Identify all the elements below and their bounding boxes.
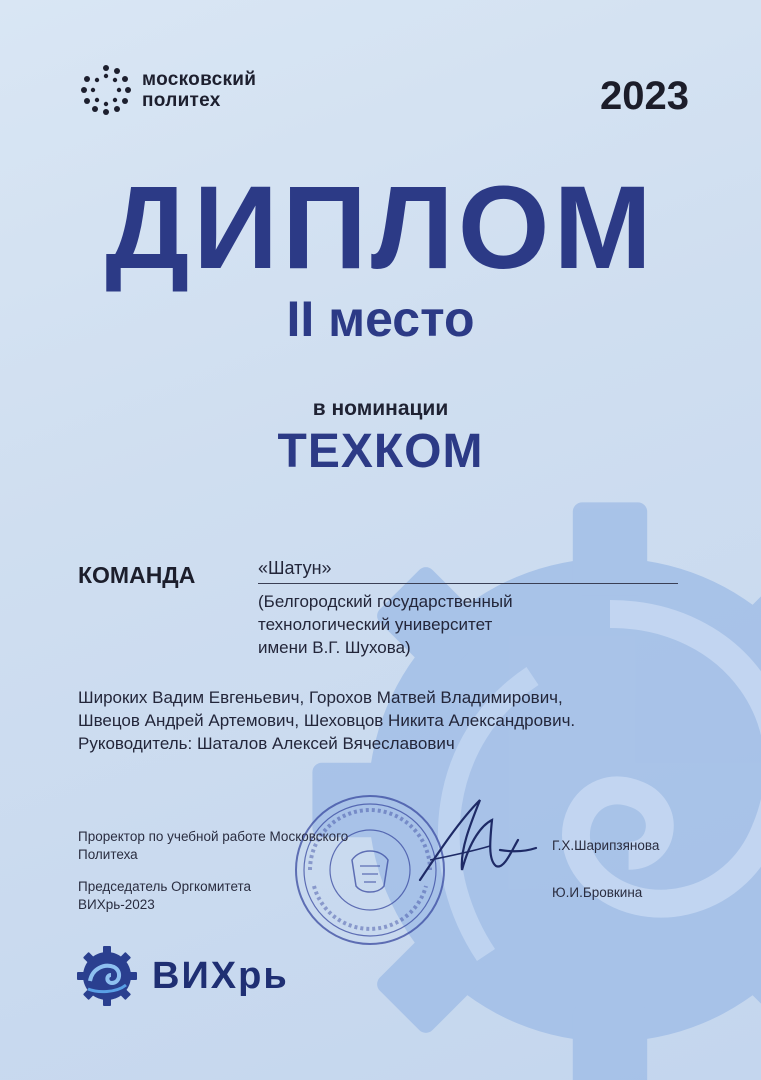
- role-line: Председатель Оргкомитета: [78, 879, 252, 894]
- vikhr-brand: ВИХрь: [152, 954, 289, 997]
- university-line: имени В.Г. Шухова): [258, 638, 411, 657]
- signature-role-2: [78, 878, 251, 914]
- politech-logo-icon: [78, 62, 134, 118]
- role-line: ВИХрь-2023: [78, 897, 155, 912]
- role-line: Проректор по учебной работе Московского: [78, 829, 349, 844]
- members-line: Швецов Андрей Артемович, Шеховцов Никита Александрович.: [78, 711, 576, 730]
- politech-logo: [78, 62, 256, 118]
- vikhr-logo-icon: [76, 945, 138, 1007]
- nomination-name: ТЕХКОМ: [277, 425, 484, 478]
- signatory-name-1: Г.Х.Шарипзянова: [552, 838, 660, 853]
- team-name: «Шатун»: [258, 558, 678, 584]
- signatory-name-2: Ю.И.Бровкина: [552, 885, 643, 900]
- role-line: Политеха: [78, 847, 138, 862]
- politech-logo-text: [142, 69, 256, 111]
- logo-line1: московский: [142, 69, 257, 90]
- signature-icon: [400, 780, 540, 900]
- logo-line2: политех: [142, 90, 221, 111]
- diploma-title: ДИПЛОМ: [105, 162, 656, 294]
- nomination-prefix: в номинации: [312, 397, 449, 420]
- members-list: [78, 686, 575, 755]
- university-line: (Белгородский государственный: [258, 592, 513, 611]
- vikhr-logo: [76, 945, 289, 1007]
- members-line: Руководитель: Шаталов Алексей Вячеславович: [78, 734, 455, 753]
- year: 2023: [600, 74, 689, 118]
- university: [258, 590, 513, 659]
- team-label: КОМАНДА: [78, 562, 196, 588]
- place: II место: [286, 291, 475, 347]
- university-line: технологический университет: [258, 615, 493, 634]
- signature-role-1: [78, 828, 348, 864]
- members-line: Широких Вадим Евгеньевич, Горохов Матвей Владимирович,: [78, 688, 563, 707]
